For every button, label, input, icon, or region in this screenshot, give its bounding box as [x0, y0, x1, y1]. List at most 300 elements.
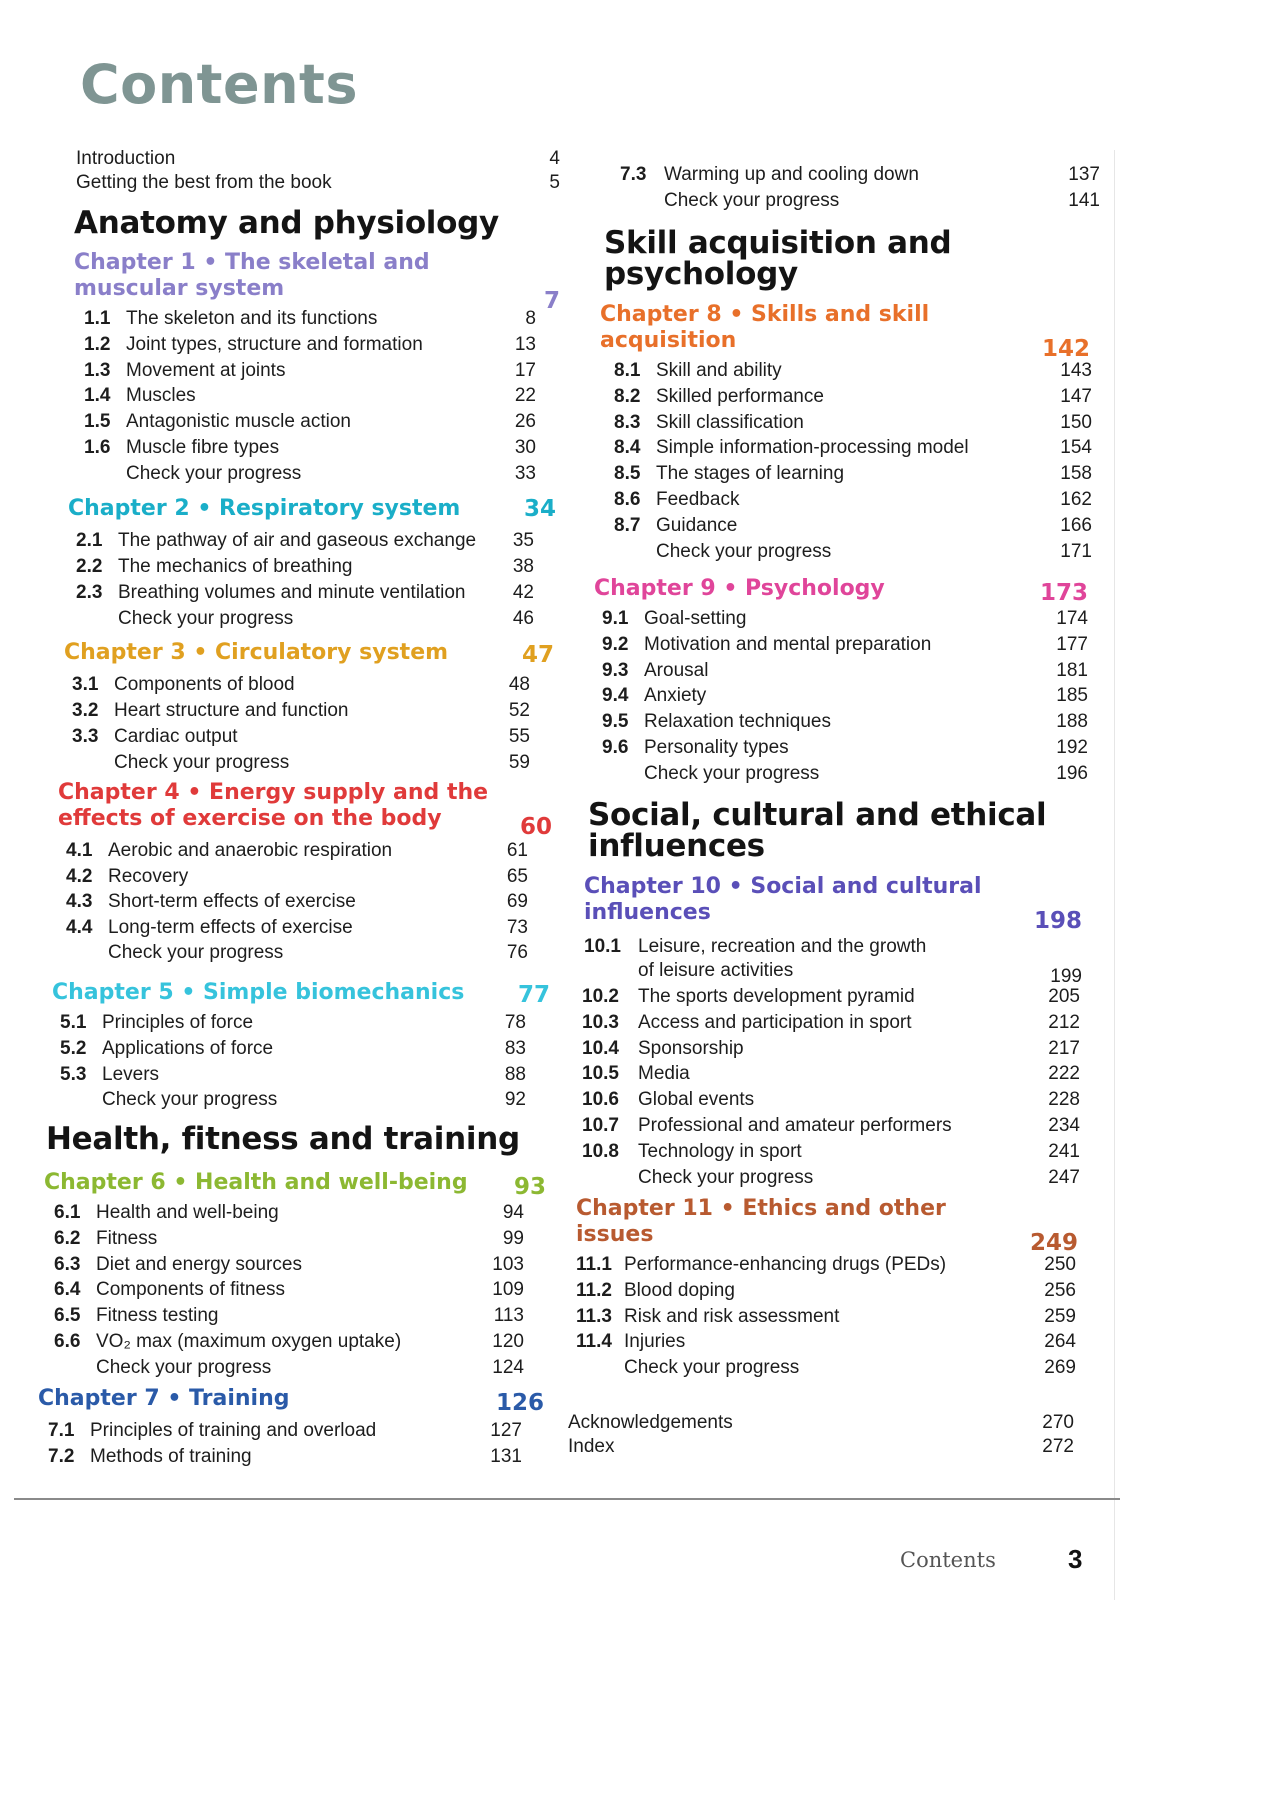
toc-entry[interactable] [560, 384, 1100, 410]
entry-title: Check your progress [108, 942, 284, 964]
toc-entry[interactable] [40, 724, 560, 750]
entry-title: Short-term effects of exercise [108, 891, 356, 913]
entry-page: 94 [502, 1202, 524, 1223]
entry-title: Muscle fibre types [126, 437, 280, 458]
toc-entry[interactable] [40, 889, 560, 915]
entry-page: 131 [490, 1446, 522, 1467]
entry-page: 222 [1048, 1063, 1080, 1085]
entry-number: 8.4 [614, 437, 641, 459]
entry-number: 10.6 [582, 1089, 619, 1111]
toc-entry[interactable] [40, 1418, 560, 1444]
entry-title-line: of leisure activities [638, 960, 794, 981]
toc-entry[interactable] [40, 1444, 560, 1470]
entry-title: Check your progress [624, 1357, 800, 1379]
entry-title: Introduction [76, 148, 176, 169]
toc-entry[interactable] [560, 1139, 1100, 1165]
entry-number: 8.6 [614, 489, 641, 510]
entry-page: 83 [504, 1037, 526, 1059]
toc-entry[interactable] [40, 332, 560, 358]
entry-number: 3.2 [72, 700, 99, 721]
entry-number: 6.2 [54, 1227, 81, 1249]
entry-title: Technology in sport [638, 1140, 802, 1162]
chapter-title-line: Chapter 4 • Energy supply and the [58, 780, 489, 805]
entry-title: Diet and energy sources [96, 1253, 302, 1275]
entry-number: 5.3 [60, 1063, 87, 1085]
entry-number: 9.1 [602, 608, 629, 629]
toc-entry[interactable] [560, 410, 1100, 436]
toc-entry[interactable] [560, 606, 1100, 632]
toc-entry[interactable] [40, 1200, 560, 1226]
entry-page: 69 [506, 891, 528, 913]
toc-entry[interactable] [560, 1061, 1100, 1087]
entry-number: 6.1 [54, 1202, 81, 1223]
entry-title: Check your progress [656, 540, 832, 562]
entry-number: 6.5 [54, 1305, 81, 1327]
toc-entry[interactable] [560, 735, 1100, 761]
entry-number: 9.3 [602, 659, 629, 681]
entry-number: 11.3 [576, 1305, 612, 1327]
entry-title: Sponsorship [638, 1037, 744, 1059]
toc-entry[interactable] [560, 162, 1100, 188]
check-progress-entry[interactable] [560, 188, 1100, 214]
chapter-page: 7 [543, 288, 560, 314]
entry-number: 5.1 [60, 1012, 87, 1033]
toc-entry[interactable] [40, 698, 560, 724]
entry-title: Joint types, structure and formation [126, 333, 423, 355]
entry-number: 7.2 [48, 1446, 75, 1467]
entry-title: Check your progress [102, 1089, 278, 1111]
entry-title: The sports development pyramid [638, 986, 915, 1007]
entry-title: Performance-enhancing drugs (PEDs) [624, 1254, 947, 1275]
toc-entry[interactable] [560, 709, 1100, 735]
entry-page: 174 [1056, 608, 1088, 629]
entry-title: Check your progress [114, 752, 290, 773]
entry-title: Media [638, 1063, 690, 1085]
entry-title: Health and well-being [96, 1202, 279, 1223]
entry-page: 88 [504, 1063, 526, 1085]
entry-page: 4 [549, 148, 560, 169]
entry-title: Check your progress [638, 1166, 814, 1188]
toc-entry[interactable] [560, 1010, 1100, 1036]
entry-number: 9.5 [602, 711, 629, 733]
section-heading-anatomy: Anatomy and physiology [74, 205, 499, 241]
entry-title: Methods of training [90, 1446, 252, 1467]
entry-title: Arousal [644, 659, 709, 681]
check-progress-entry[interactable] [40, 1087, 560, 1113]
entry-page: 120 [492, 1331, 524, 1352]
entry-title: Relaxation techniques [644, 711, 831, 733]
entry-title: Skill classification [656, 411, 804, 433]
check-progress-entry[interactable] [40, 461, 560, 487]
entry-number: 4.3 [66, 891, 93, 913]
toc-entry[interactable] [40, 170, 560, 196]
entry-title: Professional and amateur performers [638, 1115, 952, 1136]
toc-entry[interactable] [560, 683, 1100, 709]
entry-number: 3.1 [72, 674, 99, 695]
entry-page: 42 [512, 582, 534, 603]
check-progress-entry[interactable] [560, 1410, 1100, 1436]
entry-page: 137 [1068, 164, 1100, 185]
entry-number: 10.7 [582, 1115, 619, 1136]
chapter-page: 173 [1039, 580, 1088, 606]
entry-title: Check your progress [644, 762, 820, 784]
entry-title: Motivation and mental preparation [644, 633, 932, 655]
chapter-title-line: issues [576, 1222, 654, 1247]
entry-page: 154 [1060, 437, 1092, 459]
entry-title: Simple information-processing model [656, 437, 969, 459]
entry-page: 185 [1056, 685, 1088, 707]
check-progress-entry[interactable] [560, 761, 1100, 787]
page-edge-line [1114, 150, 1115, 1600]
entry-title: Anxiety [644, 685, 707, 707]
entry-number: 6.3 [54, 1253, 81, 1275]
chapter-3-heading[interactable] [64, 640, 560, 666]
toc-entry[interactable] [40, 1277, 560, 1303]
entry-page: 162 [1060, 489, 1092, 510]
toc-entry[interactable] [40, 580, 560, 606]
toc-entry[interactable] [40, 1036, 560, 1062]
entry-title: The skeleton and its functions [126, 308, 378, 329]
chapter-page: 249 [1029, 1230, 1078, 1256]
entry-number: 10.4 [582, 1037, 619, 1059]
check-progress-entry[interactable] [560, 1165, 1100, 1191]
chapter-page: 60 [519, 814, 552, 840]
section-heading-line: influences [588, 828, 765, 864]
entry-number: 11.2 [576, 1279, 612, 1301]
entry-number: 11.1 [576, 1254, 612, 1275]
entry-page: 177 [1056, 633, 1088, 655]
entry-number: 8.2 [614, 385, 641, 407]
chapter-page: 77 [517, 982, 550, 1008]
toc-entry[interactable] [40, 1329, 560, 1355]
entry-title: Check your progress [664, 190, 840, 211]
chapter-title-line: influences [584, 900, 711, 925]
chapter-title-line: Chapter 6 • Health and well-being [44, 1170, 468, 1195]
chapter-page: 34 [523, 496, 556, 522]
toc-entry[interactable] [40, 1010, 560, 1036]
entry-page: 270 [1042, 1412, 1074, 1433]
chapter-1-heading[interactable] [74, 250, 560, 314]
chapter-title-line: Chapter 3 • Circulatory system [64, 640, 449, 665]
toc-entry[interactable] [560, 461, 1100, 487]
entry-page: 181 [1056, 659, 1088, 681]
entry-title: Index [568, 1436, 615, 1457]
toc-entry[interactable] [560, 658, 1100, 684]
toc-entry[interactable] [40, 1252, 560, 1278]
chapter-11-heading[interactable] [576, 1196, 1100, 1256]
toc-entry[interactable] [40, 554, 560, 580]
entry-page: 264 [1044, 1331, 1076, 1353]
entry-number: 2.2 [76, 556, 103, 577]
entry-number: 1.1 [84, 308, 111, 329]
entry-number: 3.3 [72, 726, 99, 747]
entry-title: Aerobic and anaerobic respiration [108, 840, 393, 861]
entry-page: 241 [1048, 1140, 1080, 1162]
chapter-title-line: Chapter 7 • Training [38, 1386, 290, 1411]
entry-number: 1.6 [84, 437, 111, 458]
entry-page: 59 [508, 752, 530, 773]
toc-entry[interactable] [40, 528, 560, 554]
entry-page: 228 [1048, 1089, 1080, 1111]
entry-number: 4.1 [66, 840, 93, 861]
entry-page: 250 [1044, 1254, 1076, 1275]
entry-page: 256 [1044, 1279, 1076, 1301]
entry-page: 17 [514, 359, 536, 381]
chapter-page: 142 [1041, 336, 1090, 362]
entry-number: 2.3 [76, 582, 103, 603]
check-progress-entry[interactable] [560, 539, 1100, 565]
entry-title: Feedback [656, 489, 740, 510]
entry-number: 1.3 [84, 359, 111, 381]
entry-number: 5.2 [60, 1037, 87, 1059]
entry-title: Recovery [108, 865, 189, 887]
chapter-title-line: Chapter 10 • Social and cultural [584, 874, 982, 899]
toc-entry[interactable] [560, 1252, 1100, 1278]
entry-number: 9.2 [602, 633, 629, 655]
entry-title: Fitness [96, 1227, 158, 1249]
toc-entry[interactable] [40, 1226, 560, 1252]
entry-title: Check your progress [118, 608, 294, 629]
entry-number: 8.1 [614, 360, 641, 381]
entry-title: Skill and ability [656, 360, 782, 381]
section-heading-line: psychology [604, 256, 798, 292]
entry-title: Movement at joints [126, 359, 286, 381]
entry-number: 8.7 [614, 514, 641, 536]
section-heading-skill [604, 225, 952, 292]
toc-entry[interactable] [40, 383, 560, 409]
entry-page: 205 [1048, 986, 1080, 1007]
entry-page: 217 [1048, 1037, 1080, 1059]
entry-number: 8.3 [614, 411, 641, 433]
entry-page: 272 [1042, 1436, 1074, 1457]
toc-entry[interactable] [560, 1278, 1100, 1304]
entry-page: 269 [1044, 1357, 1076, 1379]
entry-page: 48 [508, 674, 530, 695]
toc-entry[interactable] [560, 1304, 1100, 1330]
entry-number: 10.2 [582, 986, 619, 1007]
entry-number: 9.4 [602, 685, 629, 707]
toc-entry[interactable] [40, 1062, 560, 1088]
chapter-5-heading[interactable] [52, 980, 560, 1006]
chapter-page: 93 [513, 1174, 546, 1200]
entry-number: 2.1 [76, 530, 103, 551]
entry-title: Antagonistic muscle action [126, 411, 351, 433]
entry-page: 196 [1056, 762, 1088, 784]
entry-title: Check your progress [126, 462, 302, 484]
entry-number: 9.6 [602, 737, 629, 758]
entry-page: 234 [1048, 1115, 1080, 1136]
entry-title: Cardiac output [114, 726, 238, 747]
toc-entry[interactable] [40, 358, 560, 384]
entry-page: 65 [506, 865, 528, 887]
entry-page: 73 [506, 916, 528, 938]
chapter-page: 126 [495, 1390, 544, 1416]
chapter-title-line: Chapter 11 • Ethics and other [576, 1196, 946, 1221]
entry-number: 1.5 [84, 411, 111, 433]
entry-title: Goal-setting [644, 608, 747, 629]
entry-page: 158 [1060, 463, 1092, 485]
entry-page: 8 [525, 308, 536, 329]
entry-title: Check your progress [96, 1356, 272, 1378]
entry-page: 188 [1056, 711, 1088, 733]
toc-entry[interactable] [560, 984, 1100, 1010]
entry-title: Acknowledgements [568, 1412, 733, 1433]
toc-entry[interactable] [560, 487, 1100, 513]
entry-number: 10.3 [582, 1011, 619, 1033]
page-title: Contents [80, 53, 359, 116]
entry-title: The mechanics of breathing [118, 556, 353, 577]
entry-page: 22 [514, 385, 536, 407]
check-progress-entry[interactable] [40, 606, 560, 632]
toc-entry[interactable] [40, 306, 560, 332]
chapter-title-line: Chapter 1 • The skeletal and [74, 250, 430, 275]
toc-entry[interactable] [40, 146, 560, 172]
entry-number: 1.2 [84, 333, 111, 355]
toc-entry[interactable] [560, 934, 1100, 986]
chapter-4-heading[interactable] [58, 780, 560, 840]
entry-page: 5 [549, 172, 560, 193]
entry-title: Getting the best from the book [76, 172, 332, 193]
entry-number: 6.4 [54, 1279, 81, 1301]
entry-page: 33 [514, 462, 536, 484]
chapter-6-heading[interactable] [44, 1170, 560, 1200]
check-progress-entry[interactable] [40, 940, 560, 966]
entry-page: 35 [512, 530, 534, 551]
toc-entry[interactable] [560, 1113, 1100, 1139]
toc-entry[interactable] [560, 632, 1100, 658]
chapter-10-heading[interactable] [584, 874, 1100, 934]
entry-title: Access and participation in sport [638, 1011, 912, 1033]
entry-number: 4.4 [66, 916, 93, 938]
entry-page: 199 [1050, 966, 1082, 987]
check-progress-entry[interactable] [40, 750, 560, 776]
entry-page: 76 [506, 942, 528, 964]
entry-number: 10.5 [582, 1063, 619, 1085]
entry-page: 78 [504, 1012, 526, 1033]
chapter-title-line: Chapter 8 • Skills and skill [600, 302, 930, 327]
entry-number: 11.4 [576, 1331, 612, 1353]
toc-entry[interactable] [40, 409, 560, 435]
entry-number: 6.6 [54, 1331, 81, 1352]
entry-page: 99 [502, 1227, 524, 1249]
chapter-2-heading[interactable] [68, 496, 560, 522]
section-heading-line: Social, cultural and ethical [588, 797, 1047, 833]
entry-title: Risk and risk assessment [624, 1305, 840, 1327]
entry-page: 147 [1060, 385, 1092, 407]
entry-title: VO₂ max (maximum oxygen uptake) [96, 1331, 402, 1352]
section-heading-health: Health, fitness and training [46, 1121, 520, 1157]
entry-page: 259 [1044, 1305, 1076, 1327]
entry-page: 109 [492, 1279, 524, 1301]
check-progress-entry[interactable] [40, 1355, 560, 1381]
section-heading-line: Skill acquisition and [604, 225, 952, 261]
toc-entry[interactable] [560, 435, 1100, 461]
entry-page: 26 [514, 411, 536, 433]
entry-page: 124 [492, 1356, 524, 1378]
entry-page: 30 [514, 437, 536, 458]
entry-page: 92 [504, 1089, 526, 1111]
entry-page: 46 [512, 608, 534, 629]
entry-title: Components of blood [114, 674, 295, 695]
entry-title: Warming up and cooling down [664, 164, 919, 185]
toc-entry[interactable] [560, 358, 1100, 384]
entry-title: Global events [638, 1089, 755, 1111]
entry-title: The stages of learning [656, 463, 845, 485]
toc-entry[interactable] [560, 513, 1100, 539]
entry-page: 55 [508, 726, 530, 747]
entry-number: 7.3 [620, 164, 647, 185]
toc-entry[interactable] [40, 838, 560, 864]
chapter-8-heading[interactable] [600, 302, 1100, 362]
toc-entry[interactable] [560, 1036, 1100, 1062]
chapter-page: 198 [1033, 908, 1082, 934]
chapter-title-line: Chapter 2 • Respiratory system [68, 496, 461, 521]
entry-page: 61 [506, 840, 528, 861]
check-progress-entry[interactable] [560, 1434, 1100, 1460]
entry-number: 7.1 [48, 1420, 75, 1441]
chapter-title-line: acquisition [600, 328, 737, 353]
entry-title: Applications of force [102, 1037, 274, 1059]
entry-page: 192 [1056, 737, 1088, 758]
entry-title: Breathing volumes and minute ventilation [118, 582, 466, 603]
section-heading-social [588, 797, 1047, 864]
entry-page: 127 [490, 1420, 522, 1441]
toc-entry[interactable] [40, 1303, 560, 1329]
toc-entry[interactable] [560, 1087, 1100, 1113]
chapter-title-line: Chapter 5 • Simple biomechanics [52, 980, 465, 1005]
entry-title: Muscles [126, 385, 196, 407]
entry-title: Heart structure and function [114, 700, 349, 721]
chapter-title-line: effects of exercise on the body [58, 806, 442, 831]
toc-entry[interactable] [560, 1329, 1100, 1355]
entry-number: 10.1 [584, 936, 621, 957]
entry-title: Components of fitness [96, 1279, 286, 1301]
check-progress-entry[interactable] [560, 1355, 1100, 1381]
entry-title: Injuries [624, 1331, 686, 1353]
entry-title: Long-term effects of exercise [108, 916, 353, 938]
entry-page: 247 [1048, 1166, 1080, 1188]
entry-page: 166 [1060, 514, 1092, 536]
entry-page: 212 [1048, 1011, 1080, 1033]
entry-number: 10.8 [582, 1140, 619, 1162]
entry-page: 113 [493, 1305, 524, 1327]
toc-entry[interactable] [40, 672, 560, 698]
toc-entry[interactable] [40, 915, 560, 941]
entry-page: 52 [508, 700, 530, 721]
chapter-page: 47 [521, 642, 554, 668]
entry-number: 8.5 [614, 463, 641, 485]
chapter-9-heading[interactable] [594, 576, 1100, 606]
entry-page: 38 [512, 556, 534, 577]
entry-page: 150 [1060, 411, 1092, 433]
entry-page: 141 [1068, 190, 1100, 211]
entry-title: Principles of force [102, 1012, 254, 1033]
footer-label: Contents [900, 1548, 996, 1572]
entry-page: 13 [514, 333, 536, 355]
entry-title: Guidance [656, 514, 738, 536]
chapter-title-line: muscular system [74, 276, 285, 301]
entry-number: 4.2 [66, 865, 93, 887]
toc-entry[interactable] [40, 864, 560, 890]
entry-page: 143 [1060, 360, 1092, 381]
chapter-7-heading[interactable] [38, 1386, 560, 1416]
footer-page-number: 3 [1068, 1544, 1083, 1574]
footer-divider [14, 1498, 1120, 1500]
entry-title: Personality types [644, 737, 789, 758]
entry-title: Fitness testing [96, 1305, 219, 1327]
toc-entry[interactable] [40, 435, 560, 461]
entry-number: 1.4 [84, 385, 111, 407]
